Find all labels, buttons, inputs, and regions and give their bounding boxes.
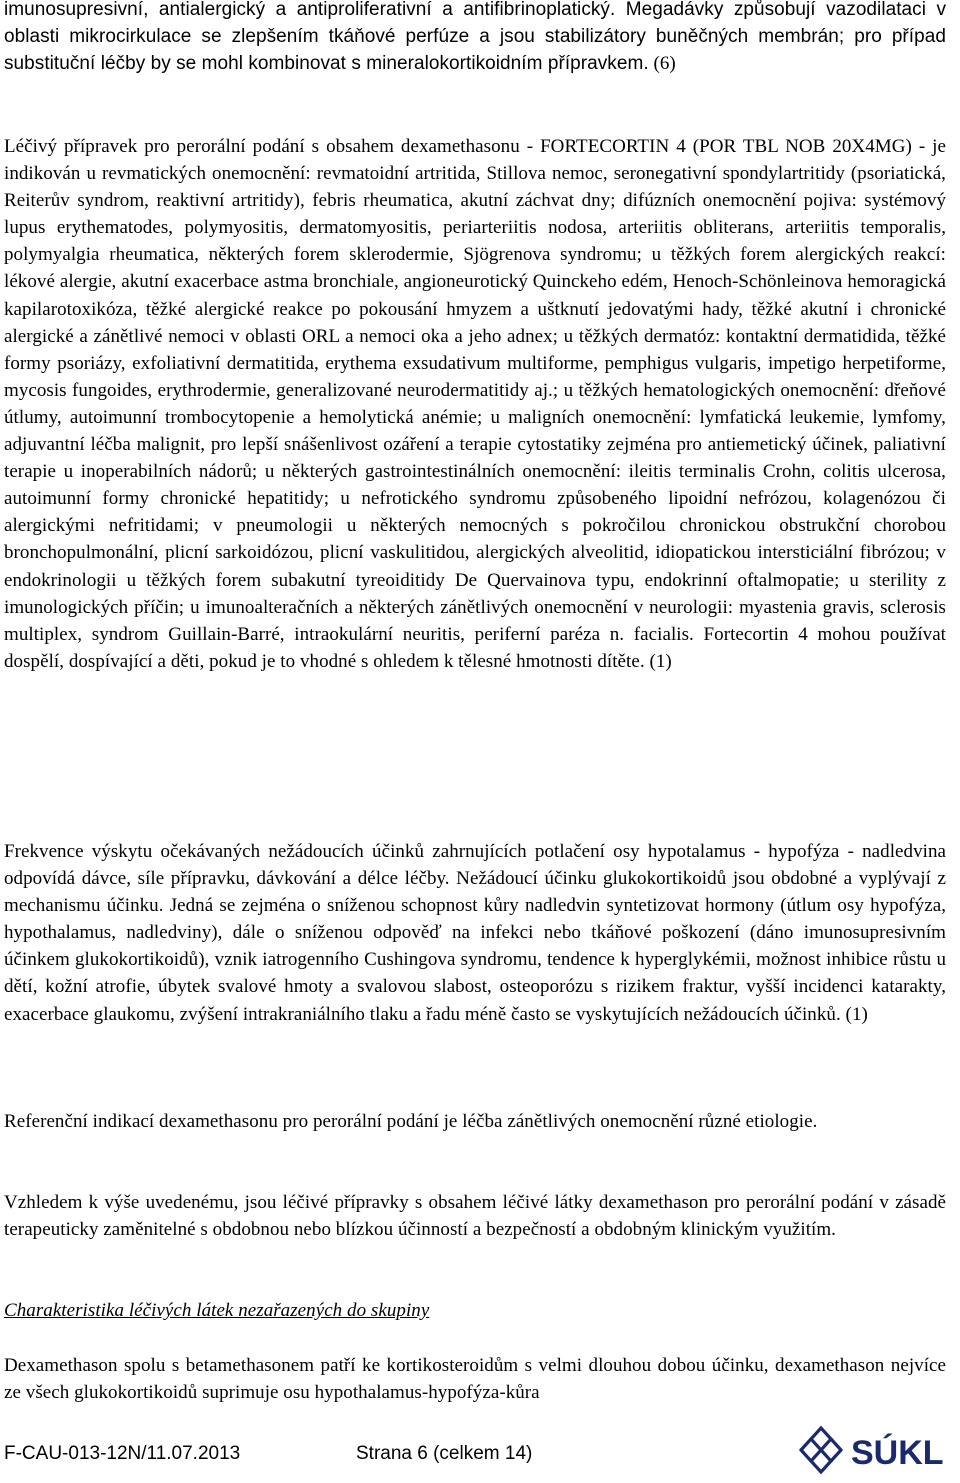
heading-text: Charakteristika léčivých látek nezařazených do skupiny	[4, 1300, 430, 1321]
paragraph-text: Referenční indikací dexamethasonu pro perorální podání je léčba zánětlivých onemocnění různé etiologie.	[4, 1111, 818, 1132]
logo-text: SÚKL	[851, 1434, 944, 1472]
section-heading	[4, 1297, 946, 1324]
paragraph-conclusion	[4, 1189, 946, 1243]
reference-marker: (1)	[644, 650, 672, 672]
paragraph-dexamethasone	[4, 1352, 946, 1406]
sukl-logo	[797, 1420, 957, 1478]
logo-symbol	[801, 1428, 841, 1472]
paragraph-text: imunosupresivní, antialergický a antiproliferativní a antifibrinoplatický. Megadávky způsobují vazodilataci v oblasti mikrocirkulace se zlepšením tkáňové perfúze a jsou stabilizátory buněčných membrán; pro případ substituční léčby by se mohl kombinovat s mineralokortikoidním přípravkem.	[4, 0, 946, 75]
paragraph-pharmacology	[4, 0, 946, 77]
paragraph-text: Léčivý přípravek pro perorální podání s obsahem dexamethasonu - FORTECORTIN 4 (POR TBL NOB 20X4MG) - je indikován u revmatických onemocnění: revmatoidní artritida, Stillova nemoc, seronegativní spondylartritidy (psoriatická, Reiterův syndrom, reaktivní artritidy), febris rheumatica, akutní záchvat dny; difúzních onemocnění pojiva: systémový lupus erythematodes, polymyositis, dermatomyositis, periarteriitis nodosa, arteriitis obliterans, arteriitis temporalis, polymyalgia rheumatica, některých forem sklerodermie, Sjögrenova syndromu; u těžkých forem alergických reakcí: lékové alergie, akutní exacerbace astma bronchiale, angioneurotický Quinckeho edém, Henoch-Schönleinova hemoragická kapilarotoxikóza, těžké alergické reakce po pokousání hmyzem a uštknutí jedovatými hady, těžké akutní i chronické alergické a zánětlivé nemoci v oblasti ORL a nemoci oka a jeho adnex; u těžkých dermatóz: kontaktní dermatidida, těžké formy psoriázy, exfoliativní dermatitida, erythema exsudativum multiforme, pemphigus vulgaris, impetigo herpetiforme, mycosis fungoides, erythrodermie, generalizované neurodermatitidy aj.; u těžkých hematologických onemocnění: dřeňové útlumy, autoimunní trombocytopenie a hemolytická anémie; u maligních onemocnění: lymfatická leukemie, lymfomy, adjuvantní léčba malignit, pro lepší snášenlivost ozáření a terapie cytostatiky zejména pro antiemetický účinek, paliativní terapie u inoperabilních nádorů; u některých gastrointestinálních onemocnění: ileitis terminalis Crohn, colitis ulcerosa, autoimunní formy chronické hepatitidy; u nefrotického syndromu způsobeného lipoidní nefrózou, kolagenózou či alergickými nefritidami; v pneumologii u některých nemocných s pokročilou chronickou obstrukční chorobou bronchopulmonální, plicní sarkoidózou, plicní vaskulitidou, alergických alveolitid, idiopatickou intersticiální fibrózou; v endokrinologii u těžkých forem subakutní tyreoiditidy De Quervainova typu, endokrinní oftalmopatie; u sterility z imunologických příčin; u imunoalteračních a některých zánětlivých onemocnění v neurologii: myastenia gravis, sclerosis multiplex, syndrom Guillain-Barré, intraokulární neuritis, periferní paréza n. facialis.	[4, 136, 946, 645]
paragraph-adverse-effects	[4, 838, 946, 1028]
paragraph-reference-indication	[4, 1108, 946, 1135]
sukl-logo-icon	[797, 1420, 957, 1478]
paragraph-text: Frekvence výskytu očekávaných nežádoucích účinků zahrnujících potlačení osy hypotalamus - hypofýza - nadledvina odpovídá dávce, síle přípravku, dávkování a délce léčby. Nežádoucí účinku glukokortikoidů jsou obdobné a vyplývají z mechanismu účinku. Jedná se zejména o sníženou schopnost kůry nadledvin syntetizovat hormony (útlum osy hypofýza, hypothalamus, nadledviny), dále o sníženou odpověď na infekci nebo tkáňové poškození (dáno imunosupresivním účinkem glukokortikoidů), vznik iatrogenního Cushingova syndromu, tendence k hyperglykémii, možnost inhibice růstu u dětí, kožní atrofie, úbytek svalové hmoty a svalovou slabost, osteoporózu s rizikem fraktur, vyšší incidenci katarakty, exacerbace glaukomu, zvýšení intrakraniálního tlaku a řadu méně často se vyskytujících nežádoucích účinků. (1)	[4, 841, 946, 1025]
page-number: Strana 6 (celkem 14)	[356, 1443, 533, 1464]
document-code: F-CAU-013-12N/11.07.2013	[4, 1443, 241, 1464]
reference-marker: (6)	[648, 53, 676, 75]
paragraph-text-continued: Fortecortin 4 mohou používat dospělí, dospívající a děti, pokud je to vhodné s ohledem k tělesné hmotnosti dítěte.	[4, 623, 947, 672]
paragraph-text: Vzhledem k výše uvedenému, jsou léčivé přípravky s obsahem léčivé látky dexamethason pro perorální podání v zásadě terapeuticky zaměnitelné s obdobnou nebo blízkou účinností a bezpečností a obdobným klinickým využitím.	[4, 1192, 946, 1241]
paragraph-indications	[4, 133, 946, 675]
paragraph-text: Dexamethason spolu s betamethasonem patří ke kortikosteroidům s velmi dlouhou dobou účinku, dexamethason nejvíce ze všech glukokortikoidů suprimuje osu hypothalamus-hypofýza-kůra	[4, 1355, 946, 1404]
